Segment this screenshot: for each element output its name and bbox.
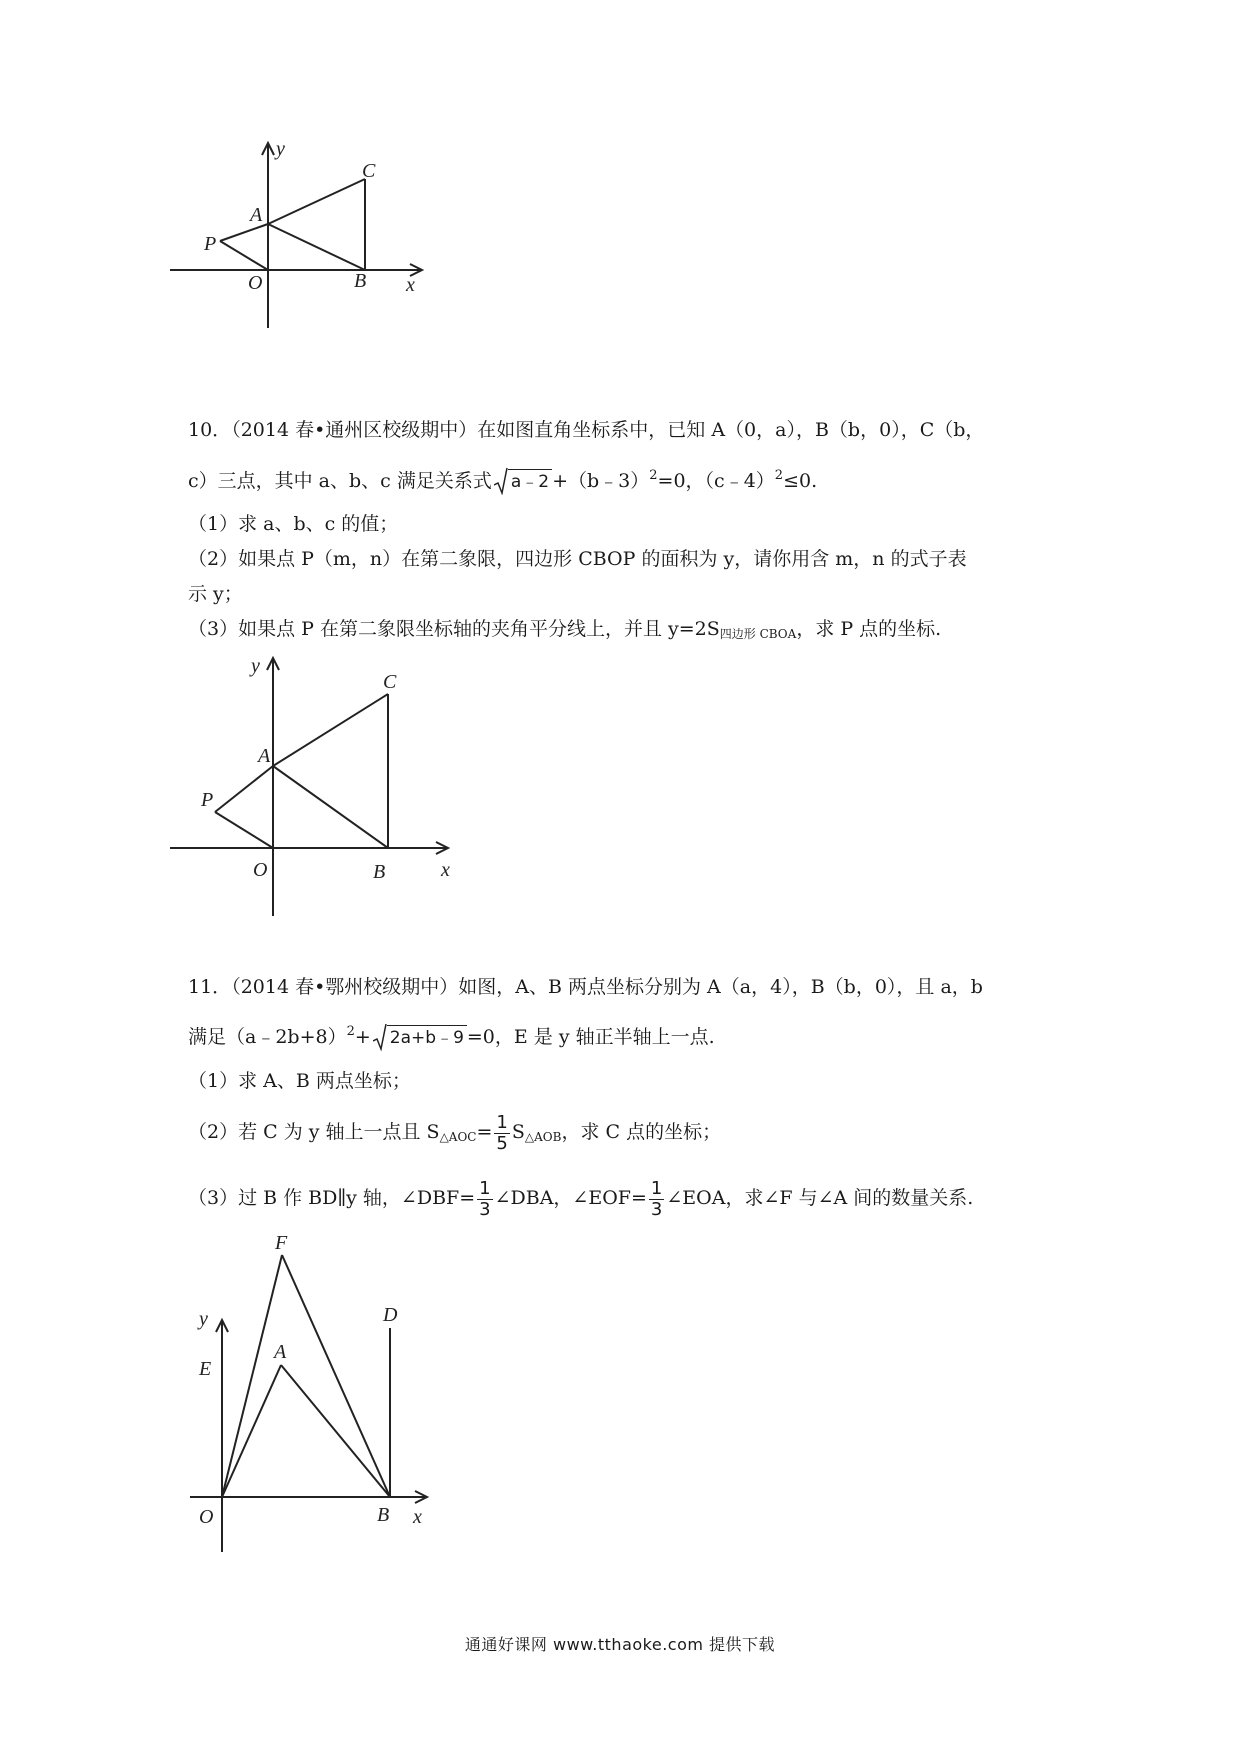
q10-sub-3 (188, 617, 941, 646)
q11-stem-1: 如图，A、B 两点坐标分别为 A（a，4），B（b，0），且 a，b (458, 976, 983, 998)
segment-ac-1 (268, 179, 365, 224)
label-p-2: P (201, 789, 214, 811)
q11-plus: + (354, 1026, 371, 1048)
q11-sub2-eq: = (476, 1121, 493, 1143)
label-x-2: x (441, 859, 450, 881)
q10-sub3-post: ，求 P 点的坐标. (796, 618, 942, 640)
q11-line-2 (188, 1020, 715, 1050)
q10-stem-1: 在如图直角坐标系中，已知 A（0，a），B（b，0），C（b， (477, 419, 985, 441)
q10-sub-2a: （2）如果点 P（m，n）在第二象限，四边形 CBOP 的面积为 y，请你用含 m，n 的式子表 (188, 548, 967, 570)
frac-denominator: 5 (496, 1132, 508, 1154)
segment-ab-3 (281, 1365, 390, 1497)
label-e-3: E (199, 1358, 212, 1380)
label-x-3: x (413, 1506, 422, 1528)
q11-number: 11． (188, 976, 232, 998)
q11-sub-1: （1）求 A、B 两点坐标； (188, 1070, 411, 1092)
q11-radicand: 2a+b﹣9 (387, 1025, 467, 1050)
figure-3 (185, 1225, 445, 1555)
q11-sub3-post: ∠EOA，求∠F 与∠A 间的数量关系. (666, 1187, 974, 1209)
q10-sub3-pre: （3）如果点 P 在第二象限坐标轴的夹角平分线上，并且 y=2S (188, 618, 720, 640)
label-c-2: C (383, 671, 397, 693)
radical-sign-icon (494, 467, 508, 495)
q10-stem-4: =0，（c﹣4） (657, 470, 775, 492)
label-a-2: A (258, 745, 271, 767)
label-y-3: y (199, 1308, 208, 1330)
radical-sign-icon (373, 1023, 387, 1051)
frac-numerator: 1 (496, 1111, 508, 1133)
page-footer: 通通好课网 www.tthaoke.com 提供下载 (464, 1635, 776, 1654)
q10-radicand: a﹣2 (508, 469, 552, 494)
q11-line-1 (188, 975, 983, 999)
q11-stem-3: =0，E 是 y 轴正半轴上一点. (466, 1026, 715, 1048)
segment-of-3 (222, 1255, 282, 1497)
label-x-1: x (406, 274, 415, 296)
segment-po-2 (215, 812, 273, 848)
label-c-1: C (362, 160, 376, 182)
figure-2 (165, 648, 465, 920)
q10-sub-1: （1）求 a、b、c 的值； (188, 513, 399, 535)
q10-line-2 (188, 464, 817, 494)
q10-exp2: 2 (774, 468, 784, 483)
q10-stem-2: c）三点，其中 a、b、c 满足关系式 (188, 470, 492, 492)
segment-ab-1 (268, 224, 365, 270)
label-a-3: A (274, 1341, 287, 1363)
q11-sqrt (373, 1025, 467, 1050)
q11-frac-1-3-b (649, 1179, 664, 1220)
frac-denominator: 3 (479, 1198, 491, 1220)
q11-sub2-s2: △AOB (524, 1130, 562, 1144)
frac-numerator: 1 (650, 1177, 663, 1199)
q11-sub2-pre: （2）若 C 为 y 轴上一点且 S (188, 1121, 440, 1143)
label-b-3: B (377, 1504, 390, 1526)
label-y-2: y (251, 655, 260, 677)
figure-1 (160, 135, 440, 335)
q11-frac-1-5 (494, 1113, 509, 1154)
segment-ac-2 (273, 694, 388, 766)
q11-stem-2: 满足（a﹣2b+8） (188, 1026, 347, 1048)
q10-sub-2b: 示 y； (188, 583, 243, 605)
label-y-1: y (276, 138, 285, 160)
q11-exp: 2 (346, 1024, 355, 1039)
segment-pa-2 (215, 766, 273, 812)
q11-sub-2 (188, 1110, 721, 1159)
segment-fb-3 (282, 1255, 390, 1497)
q11-sub2-S: S (511, 1121, 525, 1143)
q11-sub2-post: ，求 C 点的坐标； (561, 1121, 722, 1143)
label-a-1: A (250, 204, 263, 226)
q10-stem-3: +（b﹣3） (552, 470, 650, 492)
figure-2-svg (165, 648, 465, 920)
label-o-3: O (199, 1506, 214, 1528)
label-f-3: F (275, 1232, 288, 1254)
q10-exp: 2 (649, 468, 658, 483)
q10-sub3-sub: 四边形 CBOA (719, 627, 797, 641)
label-p-1: P (204, 233, 217, 255)
segment-ab-2 (273, 766, 388, 848)
q10-source: （2014 春•通州区校级期中） (231, 419, 478, 441)
figure-1-svg (160, 135, 440, 335)
q11-frac-1-3-a (477, 1179, 492, 1220)
q11-sub3-mid: ∠DBA，∠EOF= (494, 1187, 647, 1209)
label-b-2: B (373, 861, 386, 883)
frac-numerator: 1 (479, 1177, 491, 1199)
label-d-3: D (383, 1304, 398, 1326)
q10-sqrt (494, 469, 552, 494)
q10-line-1 (188, 418, 984, 442)
q10-number: 10． (188, 419, 232, 441)
label-b-1: B (354, 270, 367, 292)
segment-po-1 (220, 241, 268, 270)
q11-sub-3 (188, 1176, 973, 1220)
q11-sub3-pre: （3）过 B 作 BD∥y 轴，∠DBF= (188, 1187, 476, 1209)
frac-denominator: 3 (650, 1198, 663, 1220)
segment-pa-1 (220, 224, 268, 241)
label-o-1: O (248, 272, 263, 294)
q11-source: （2014 春•鄂州校级期中） (231, 976, 459, 998)
segment-oa-3 (222, 1365, 281, 1497)
q11-sub2-s1: △AOC (439, 1130, 477, 1144)
label-o-2: O (253, 859, 268, 881)
figure-3-svg (185, 1225, 445, 1555)
q10-stem-5: ≤0. (783, 470, 818, 492)
